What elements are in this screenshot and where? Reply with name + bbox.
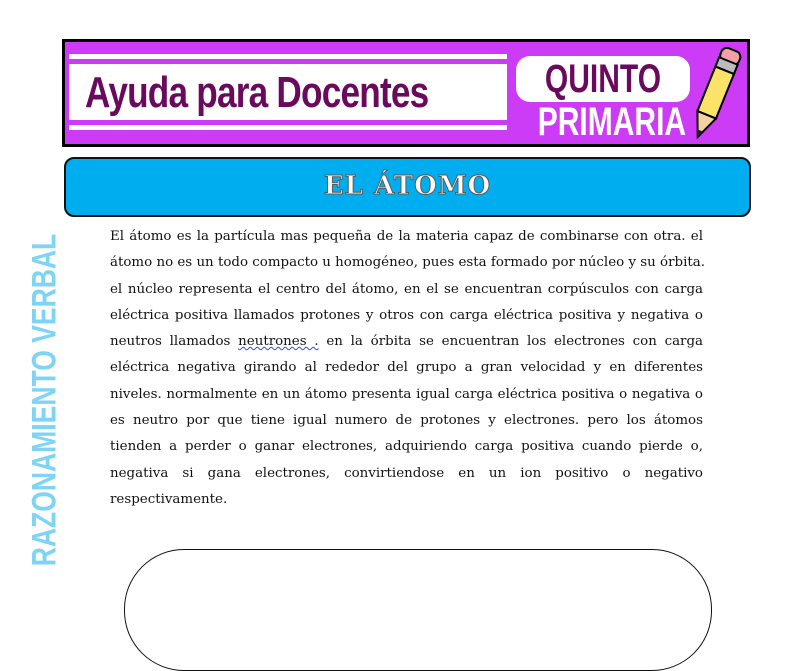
- side-label-text: RAZONAMIENTO VERBAL: [25, 233, 64, 567]
- spellcheck-word[interactable]: neutrones .: [238, 334, 319, 350]
- text-line: el núcleo representa el centro del átomo, en el se encuentran corpúsculos con carga: [110, 281, 703, 297]
- text-line: eléctrica positiva llamados protones y otros con carga eléctrica positiva y negativa o: [110, 307, 703, 323]
- pencil-icon: [683, 44, 745, 144]
- body-paragraph: [110, 224, 703, 513]
- text-segment: en la órbita se encuentran los electrones con carga: [318, 334, 704, 350]
- text-line: El átomo es la partícula mas pequeña de la materia capaz de combinarse con otra. el: [110, 229, 703, 244]
- text-line: niveles. normalmente en un átomo presenta igual carga eléctrica positiva o negativa o: [110, 386, 703, 402]
- text-line: negativa si gana electrones, convirtiendose en un ion positivo o negativo: [110, 465, 703, 481]
- text-segment: neutros llamados: [110, 334, 239, 350]
- text-line: átomo no es un todo compacto u homogéneo, pues esta formado por núcleo y su órbita.: [110, 255, 705, 271]
- text-line: es neutro por que tiene igual numero de protones y electrones. pero los átomos: [110, 413, 703, 429]
- rounded-frame: [124, 549, 712, 671]
- text-line: [110, 329, 703, 355]
- side-label: [26, 187, 65, 613]
- header-banner: [62, 39, 750, 147]
- level-label: PRIMARIA: [537, 100, 687, 144]
- text-line: respectivamente.: [110, 491, 228, 507]
- text-line: tienden a perder o ganar electrones, adquiriendo carga positiva cuando pierde o,: [110, 439, 703, 455]
- page-title: EL ÁTOMO: [323, 171, 492, 201]
- grade-pill: [516, 56, 690, 102]
- brand-logo-text: Ayuda para Docentes: [85, 68, 429, 117]
- title-box: [64, 157, 751, 217]
- text-line: eléctrica negativa girando al rededor del grupo a gran velocidad y en diferentes: [110, 360, 703, 376]
- brand-strip: [69, 54, 507, 130]
- grade-label: QUINTO: [544, 57, 662, 101]
